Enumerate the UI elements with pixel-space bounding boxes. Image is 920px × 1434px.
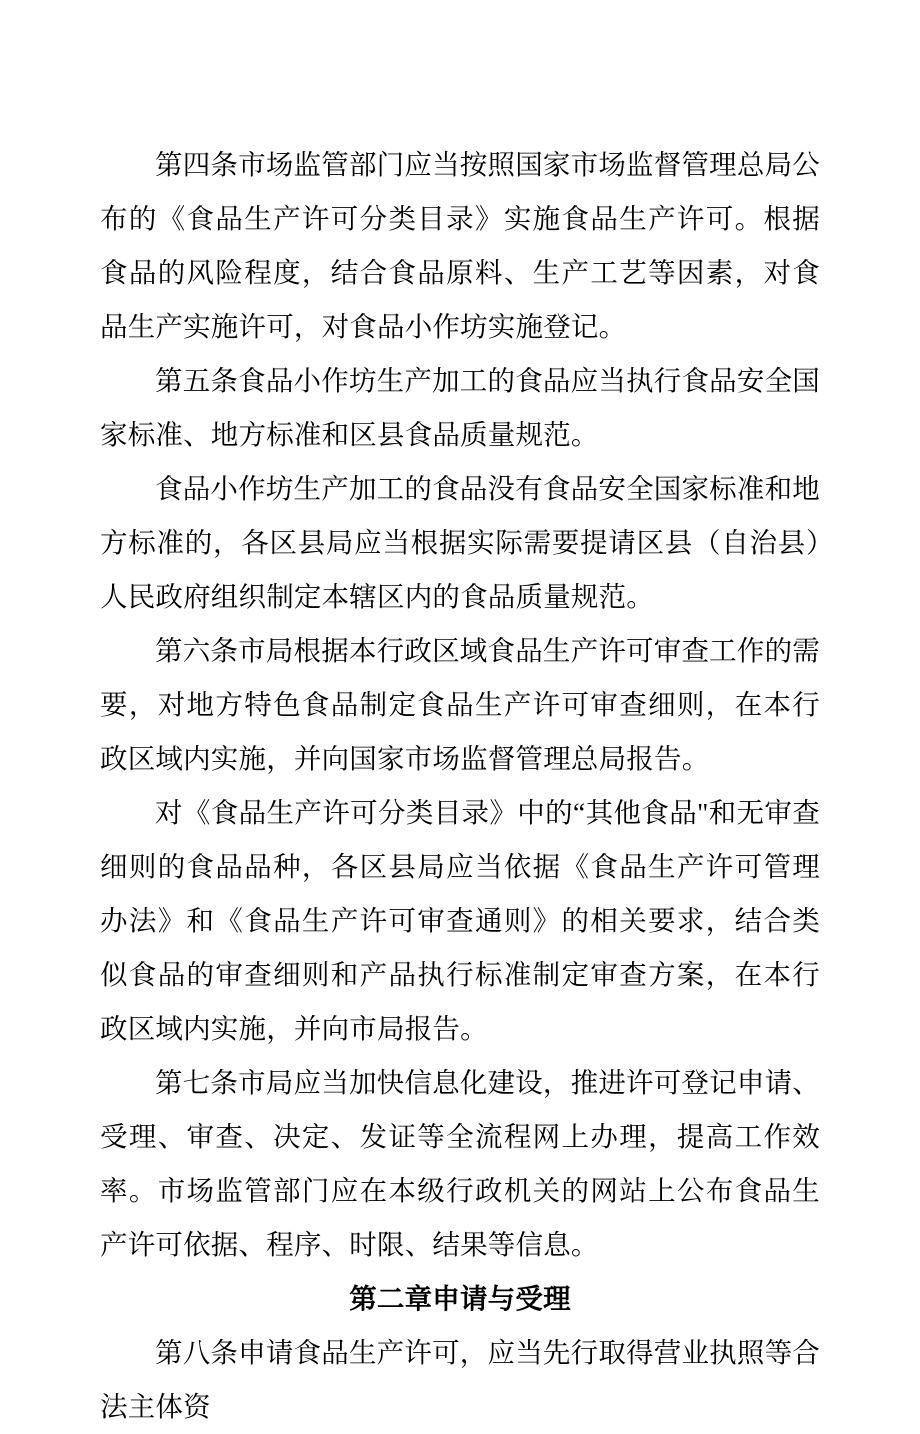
- paragraph-article-6: 第六条市局根据本行政区域食品生产许可审查工作的需要，对地方特色食品制定食品生产许可审查细则，在本行政区域内实施，并向国家市场监督管理总局报告。: [100, 635, 820, 774]
- paragraph-article-5-continued: 食品小作坊生产加工的食品没有食品安全国家标准和地方标准的，各区县局应当根据实际需要提请区县（自治县）人民政府组织制定本辖区内的食品质量规范。: [100, 473, 820, 612]
- paragraph-article-7: 第七条市局应当加快信息化建设，推进许可登记申请、受理、审查、决定、发证等全流程网上办理，提高工作效率。市场监管部门应在本级行政机关的网站上公布食品生产许可依据、程序、时限、结果等信息。: [100, 1067, 820, 1260]
- paragraph-article-4: 第四条市场监管部门应当按照国家市场监督管理总局公布的《食品生产许可分类目录》实施食品生产许可。根据食品的风险程度，结合食品原料、生产工艺等因素，对食品生产实施许可，对食品小作坊实施登记。: [100, 149, 820, 342]
- paragraph-article-5: 第五条食品小作坊生产加工的食品应当执行食品安全国家标准、地方标准和区县食品质量规范。: [100, 365, 820, 450]
- paragraph-article-6-continued: 对《食品生产许可分类目录》中的“其他食品"和无审查细则的食品品种，各区县局应当依据《食品生产许可管理办法》和《食品生产许可审查通则》的相关要求，结合类似食品的审查细则和产品执行标准制定审查方案，在本行政区域内实施，并向市局报告。: [100, 797, 820, 1044]
- document-body: [100, 138, 820, 1434]
- paragraph-article-8: 第八条申请食品生产许可，应当先行取得营业执照等合法主体资: [100, 1337, 820, 1422]
- chapter-two-heading: 第二章申请与受理: [349, 1283, 571, 1314]
